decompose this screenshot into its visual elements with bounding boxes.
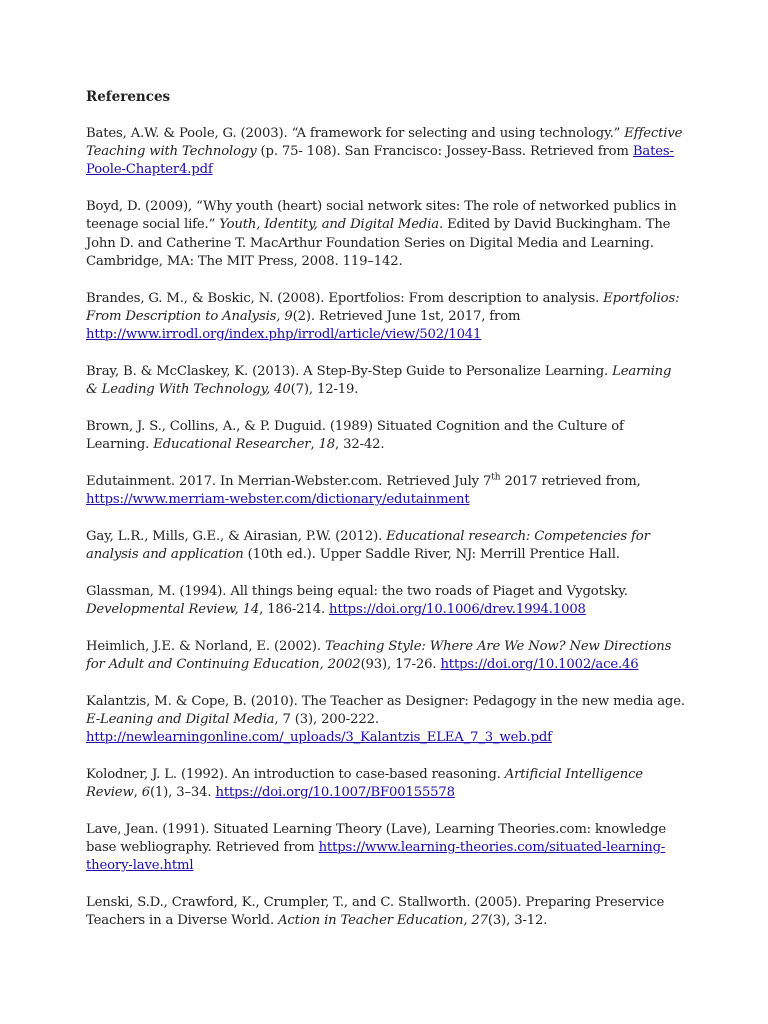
references-heading: References — [86, 89, 171, 105]
reference-entry — [86, 473, 686, 509]
reference-text: (1), 3–34. — [149, 785, 216, 801]
reference-link[interactable]: Bates-Poole-Chapter4.pdf — [86, 144, 674, 178]
reference-text: 2017 retrieved from, — [500, 473, 641, 489]
reference-text: Lave, Jean. (1991). Situated Learning Theory (Lave), Learning Theories.com: knowledge base webliography. Retrieved from — [86, 822, 667, 856]
reference-title: Youth, Identity, and Digital Media — [219, 217, 439, 233]
reference-text: (p. 75- 108). San Francisco: Jossey-Bass. Retrieved from — [256, 144, 633, 160]
reference-link[interactable]: http://www.irrodl.org/index.php/irrodl/article/view/502/1041 — [86, 327, 482, 343]
reference-text: , 7 (3), 200-222. — [274, 712, 379, 728]
reference-link[interactable]: https://doi.org/10.1007/BF00155578 — [215, 785, 455, 801]
reference-text: (2). Retrieved June 1st, 2017, from — [292, 308, 521, 324]
reference-entry — [86, 638, 686, 674]
reference-text: . Edited by David Buckingham. The John D. and Catherine T. MacArthur Foundation Series on Digital Media and Learning. Cambridge, MA: The MIT Press, 2008. 119–142. — [86, 217, 671, 269]
reference-link[interactable]: https://doi.org/10.1002/ace.46 — [440, 657, 639, 673]
reference-entry — [86, 894, 686, 930]
reference-entry — [86, 418, 686, 454]
reference-entry — [86, 693, 686, 748]
reference-title: Teaching Style: Where Are We Now? New Directions for Adult and Continuing Education, 2002 — [86, 638, 672, 673]
reference-text: (3), 3-12. — [487, 913, 548, 929]
reference-text: Bray, B. & McClaskey, K. (2013). A Step-By-Step Guide to Personalize Learning. — [86, 363, 613, 379]
reference-title: E-Leaning and Digital Media — [86, 712, 275, 728]
reference-text: Lenski, S.D., Crawford, K., Crumpler, T., and C. Stallworth. (2005). Preparing Preservice Teachers in a Diverse World. — [86, 895, 665, 929]
reference-text: Kolodner, J. L. (1992). An introduction to case-based reasoning. — [86, 767, 505, 783]
reference-text: , 186-214. — [259, 602, 330, 618]
reference-text: Edutainment. 2017. In Merrian-Webster.com. Retrieved July 7 — [86, 473, 492, 489]
reference-volume: 6 — [141, 785, 150, 801]
reference-title: Eportfolios: From Description to Analysis, 9 — [86, 290, 680, 324]
reference-text: , 32-42. — [335, 437, 385, 453]
reference-title: Educational research: Competencies for analysis and application — [86, 528, 650, 563]
reference-title: Developmental Review, 14 — [86, 602, 260, 618]
reference-text: Glassman, M. (1994). All things being equal: the two roads of Piaget and Vygotsky. — [86, 583, 628, 599]
reference-entry — [86, 363, 686, 399]
reference-title: Artificial Intelligence Review — [86, 767, 643, 801]
reference-text: , — [310, 437, 319, 453]
reference-text: Brown, J. S., Collins, A., & P. Duguid. (1989) Situated Cognition and the Culture of Learning. — [86, 418, 624, 453]
reference-entry — [86, 583, 686, 619]
reference-text: Kalantzis, M. & Cope, B. (2010). The Teacher as Designer: Pedagogy in the new media age. — [86, 693, 685, 709]
reference-title: Action in Teacher Education, 27 — [278, 913, 488, 929]
reference-text: (7), 12-19. — [290, 382, 359, 398]
reference-entry — [86, 125, 686, 180]
reference-superscript: th — [491, 472, 501, 483]
reference-text: , — [133, 785, 142, 801]
reference-entry — [86, 528, 686, 564]
reference-link[interactable]: https://www.merriam-webster.com/dictionary/edutainment — [86, 492, 470, 508]
reference-entry — [86, 198, 686, 271]
reference-title: Effective Teaching with Technology — [86, 126, 683, 160]
reference-text: Gay, L.R., Mills, G.E., & Airasian, P.W. (2012). — [86, 528, 387, 544]
reference-text: Bates, A.W. & Poole, G. (2003). “A framework for selecting and using technology.” — [86, 126, 625, 141]
reference-list — [86, 125, 686, 949]
reference-link[interactable]: http://newlearningonline.com/_uploads/3_Kalantzis_ELEA_7_3_web.pdf — [86, 730, 552, 746]
reference-text: Brandes, G. M., & Boskic, N. (2008). Eportfolios: From description to analysis. — [86, 290, 604, 306]
reference-text: Heimlich, J.E. & Norland, E. (2002). — [86, 638, 325, 654]
reference-link[interactable]: https://www.learning-theories.com/situated-learning-theory-lave.html — [86, 840, 666, 874]
reference-title: Educational Researcher — [153, 437, 311, 453]
reference-text: (93), 17-26. — [360, 657, 441, 673]
reference-text: (10th ed.). Upper Saddle River, NJ: Merrill Prentice Hall. — [243, 547, 620, 563]
reference-entry — [86, 290, 686, 345]
reference-entry — [86, 766, 686, 802]
reference-volume: 18 — [318, 437, 336, 453]
reference-link[interactable]: https://doi.org/10.1006/drev.1994.1008 — [329, 602, 586, 618]
reference-title: Learning & Leading With Technology, 40 — [86, 363, 672, 398]
reference-entry — [86, 821, 686, 876]
reference-text: Boyd, D. (2009), “Why youth (heart) social network sites: The role of networked publics in teenage social life.” — [86, 199, 677, 233]
